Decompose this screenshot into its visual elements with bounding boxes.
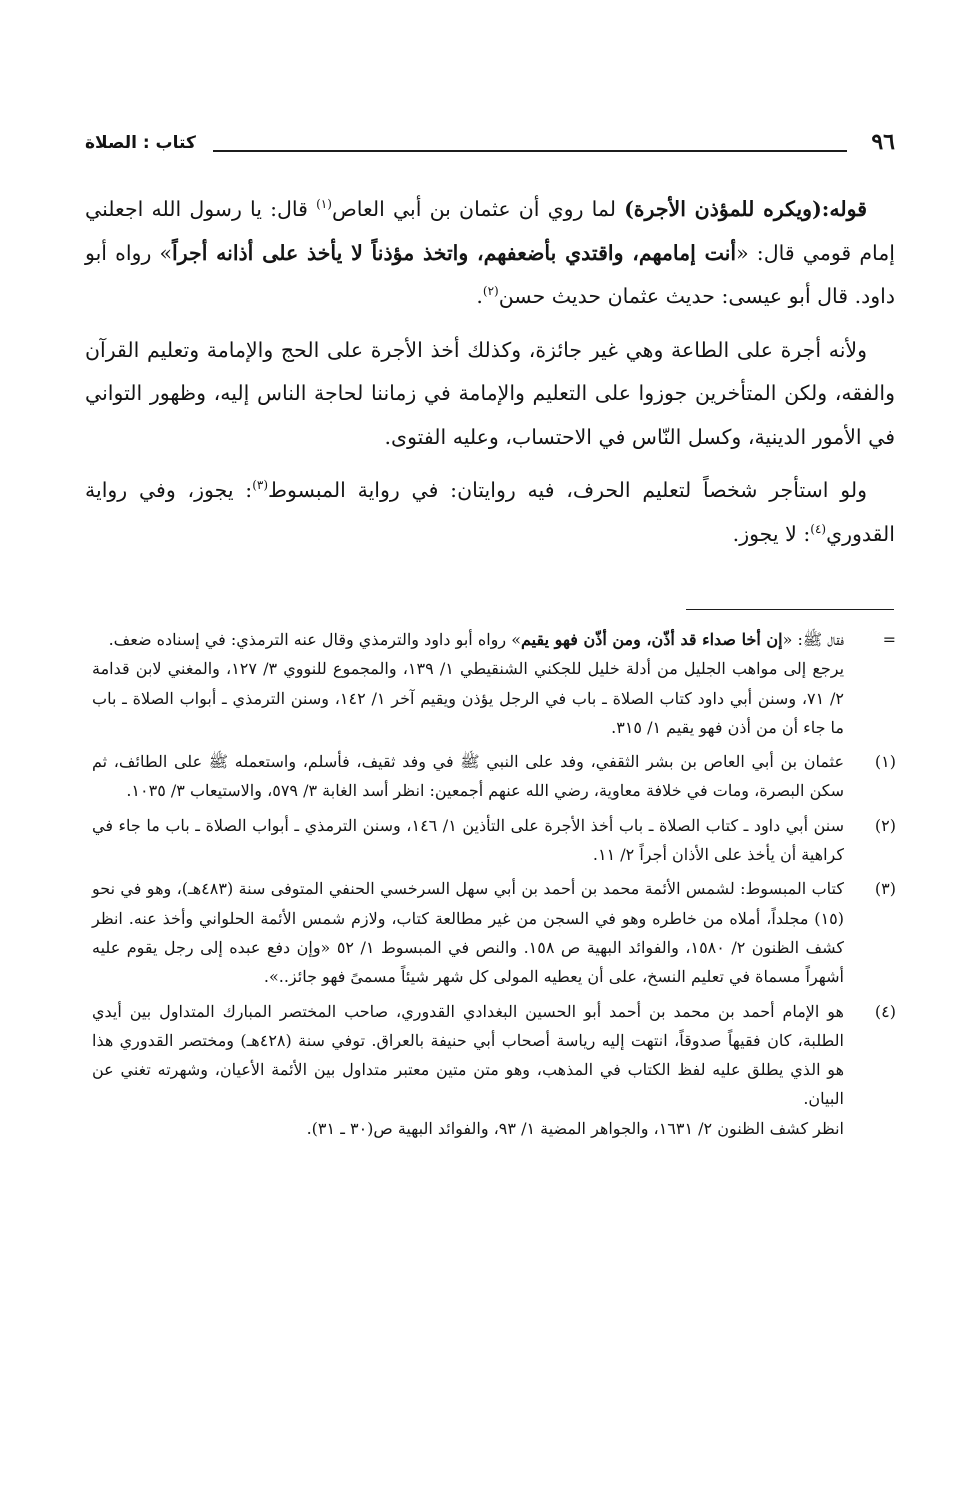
text-segment: فقال ﷺ: « <box>782 630 844 649</box>
footnote-marker: (٤) <box>874 1001 896 1021</box>
continuation-marker: = <box>882 630 896 649</box>
footnote-marker: (٣) <box>874 879 896 899</box>
lead-word: قوله: <box>821 197 867 221</box>
footnote-ref-1: (١) <box>316 197 332 212</box>
footnote-separator <box>686 609 894 610</box>
text-segment: لما روي أن عثمان بن أبي العاص <box>331 197 625 221</box>
header-rule <box>213 150 847 152</box>
page-header <box>85 128 895 160</box>
paragraph-1 <box>85 188 895 319</box>
text-segment: » رواه أبو داود. قال أبو عيسى: حديث عثمان حديث حسن <box>85 240 895 308</box>
footnote-ref-4: (٤) <box>810 521 827 536</box>
hadith-text: أنت إمامهم، واقتدي بأضعفهم، واتخذ مؤذناً لا يأخذ على أذانه أجراً <box>172 240 737 265</box>
footnote-text <box>92 625 844 654</box>
text-segment: قال: يا رسول الله اجعلني إمام قومي قال: « <box>85 197 895 265</box>
text-segment: . <box>476 284 483 308</box>
footnote-references: انظر كشف الظنون ٢/ ١٦٣١، والجواهر المضية ١/ ٩٣، والفوائد البهية ص(٣٠ ـ ٣١). <box>306 1118 844 1138</box>
matn-quote: (ويكره للمؤذن الأجرة) <box>624 197 822 221</box>
footnote-references: يرجع إلى مواهب الجليل من أدلة خليل للجكني الشنقيطي ١/ ١٣٩، والمجموع للنووي ٣/ ١٢٧، والمغني لابن قدامة ٢/ ٧١، وسنن أبي داود كتاب الصلاة ـ باب في الرجل يؤذن ويقيم آخر ١/ ١٤٢، وسنن الترمذي ـ أبواب الصلاة ـ باب ما جاء أن من أذن فهو يقيم ١/ ٣١٥. <box>92 659 845 737</box>
footnote-text: سنن أبي داود ـ كتاب الصلاة ـ باب أخذ الأجرة على التأذين ١/ ١٤٦، وسنن الترمذي ـ أبواب الصلاة ـ باب ما جاء في كراهية أن يأخذ على الأذان أجراً ٢/ ١١. <box>92 815 844 865</box>
paragraph-3 <box>85 469 895 556</box>
footnote-text: كتاب المبسوط: لشمس الأئمة محمد بن أحمد بن أبي سهل السرخسي الحنفي المتوفى سنة (٤٨٣هـ)، وهو في نحو (١٥) مجلداً، أملاه من خاطره وهو في السجن من غير مطالعة كتاب، ولازم شمس الأئمة الحلواني وأخذ عنه. انظر كشف الظنون ٢/ ١٥٨٠، والفوائد البهية ص ١٥٨. والنص في المبسوط ١/ ٥٢ «وإن دفع عبده إلى رجل يقوم عليه أشهراً مسماة في تعليم النسخ، على أن يعطيه المولى كل شهر شيئاً مسمىً فهو جائز..». <box>92 879 845 987</box>
footnote-4 <box>92 997 902 1143</box>
main-text <box>85 188 895 566</box>
footnotes-section <box>92 625 902 1148</box>
footnote-text: عثمان بن أبي العاص بن بشر الثقفي، وفد على النبي ﷺ في وفد ثقيف، فأسلم، واستعمله ﷺ على الطائف، ثم سكن البصرة، ومات في خلافة معاوية، رضي الله عنهم أجمعين: انظر أسد الغابة ٣/ ٥٧٩، والاستيعاب ٣/ ١٠٣٥. <box>92 752 844 801</box>
footnote-marker: (١) <box>874 752 896 772</box>
hadith-text: إن أخا صداء قد أذّن، ومن أذّن فهو يقيم <box>521 630 783 649</box>
text-segment: : لا يجوز. <box>732 521 811 546</box>
footnote-1 <box>92 747 902 806</box>
text-segment: : يجوز، وفي رواية القدوري <box>85 478 895 546</box>
footnote-3 <box>92 874 902 991</box>
footnote-marker: (٢) <box>874 815 896 835</box>
footnote-continuation <box>92 625 902 742</box>
running-title: كتاب : الصلاة <box>85 133 196 153</box>
page-number: ٩٦ <box>871 129 895 155</box>
text-segment: ولو استأجر شخصاً لتعليم الحرف، فيه روايتان: في رواية المبسوط <box>268 478 867 502</box>
footnote-text: هو الإمام أحمد بن محمد بن أحمد أبو الحسين البغدادي القدوري، صاحب المختصر المبارك المتداول بين أيدي الطلبة، كان فقيهاً صدوقاً، انتهت إليه رياسة أصحاب أبي حنيفة بالعراق. توفي سنة (٤٢٨هـ) ومختصر القدوري هذا هو الذي يطلق عليه لفظ الكتاب في المذهب، وهو متن متين معتبر متداول بين الأئمة الأعيان، وشهرته تغني عن البيان. <box>92 1001 845 1109</box>
footnote-ref-3: (٣) <box>252 478 269 493</box>
paragraph-2: ولأنه أجرة على الطاعة وهي غير جائزة، وكذلك أخذ الأجرة على الحج والإمامة وتعليم القرآن والفقه، ولكن المتأخرين جوزوا على التعليم والإمامة في زماننا لحاجة الناس إليه، وظهور التواني في الأمور الدينية، وكسل النّاس في الاحتساب، وعليه الفتوى. <box>85 337 895 449</box>
footnote-2 <box>92 811 902 870</box>
text-segment: » رواه أبو داود والترمذي وقال عنه الترمذي: في إسناده ضعف. <box>108 630 521 649</box>
footnote-ref-2: (٢) <box>482 284 499 299</box>
